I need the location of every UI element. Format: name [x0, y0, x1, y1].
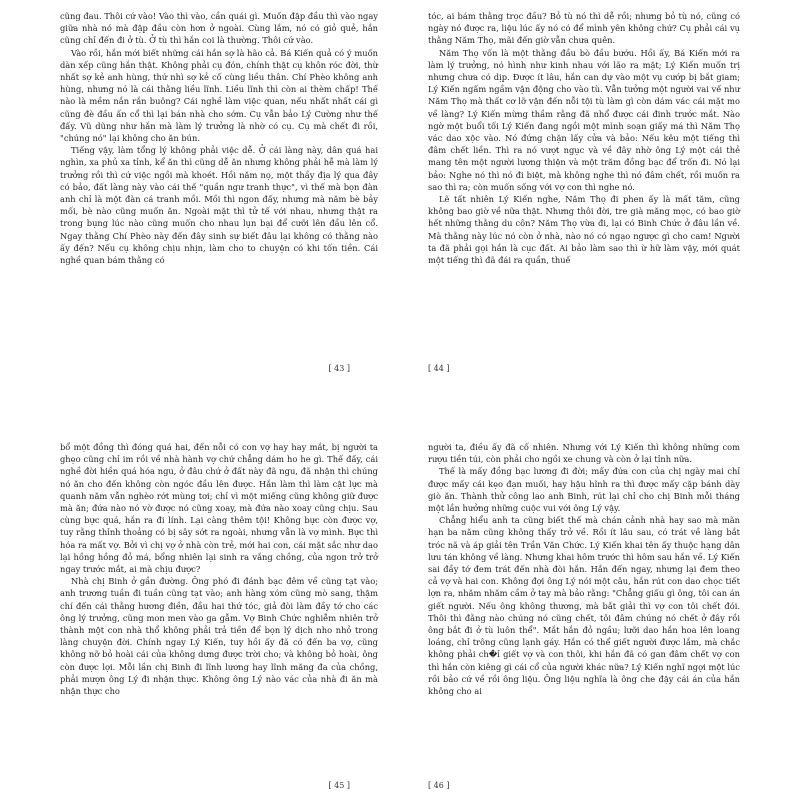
paragraph: Nhà chị Binh ở gần đường. Ông phó đi đánh bạc đêm về cũng tạt vào; anh trương tuần đi tuần cũng tạt vào; anh hàng xóm cũng mò sang, thậm chí đến cái thằng hương điền, đầu hai thứ tóc, giả đòi làm đầy tớ cho các ông lý trưởng, cũng mon men vào ga gẫm. Vợ Binh Chức nghiễm nhiên trở thành một con nhà thổ không phải trả tiền để bọn lý dịch nho nhỏ trong làng chuyện đời. Chính ngay Lý Kiến, tuy hồi ấy đã có đến ba vợ, cũng không nỡ bỏ hoài cái của không dưng được trời cho; và không bỏ hoài, ông còn được lợi. Mỗi lần chị Binh đi lĩnh lương hay lĩnh măng đa của chồng, phải mượn ông Lý đi nhận thực. Không ông Lý nào vác của nhà đi ăn mà nhận thực cho: [60, 576, 378, 697]
paragraph: người ta, điều ấy đã cố nhiên. Nhưng với Lý Kiến thì không những com rượu tiền túi, còn phải cho ngồi xe chung và còn ở lại tỉnh nữa.: [428, 442, 740, 465]
paragraph: tóc, ai bám thằng trọc đầu? Bỏ tù nó thì dễ rồi; nhưng bỏ tù nó, cũng có ngày nó được ra, liệu lúc ấy nó có để mình yên không chứ? Cụ phải cái vụ thằng Năm Thọ, mãi đến giờ vẫn chưa quên.: [428, 11, 740, 46]
page-number: [ 43 ]: [328, 364, 350, 373]
page-46: [400, 415, 790, 800]
page-body: [428, 10, 740, 266]
paragraph: Lẽ tất nhiên Lý Kiến nghe, Năm Thọ đi phen ấy là mất tăm, cũng không bao giờ về nữa thật. Nhưng thôi đời, tre già măng mọc, có bao giờ hết những thằng du côn? Năm Thọ vừa đi, lại có Binh Chức ở đâu lần về. Mà thằng này lúc nó còn ở nhà, nào nó có ngạo ngược gì cho cam! Người ta đã phải gọi hắn là cục đất. Ai bảo làm sao thì ừ hữ làm vậy, mới quát một tiếng thì đã đái ra quần, thuế: [428, 194, 740, 266]
page-43: [0, 0, 390, 385]
paragraph: Chẳng hiểu anh ta cũng biết thế mà chán cảnh nhà hay sao mà mãn hạn ba năm cũng không thấy trở về. Rồi ít lâu sau, có trát về làng bắt tróc nã và áp giải tên Trần Văn Chức. Lý Kiến khai tên ấy thuộc hạng dân lưu tán không về làng. Nhưng khai hôm trước thì hôm sau hắn về. Lý Kiến sai đầy tớ đem trát đến nhà đòi hắn. Hắn đến ngay, nhưng lại đem theo cả vợ và hai con. Không đợi ông Lý nói một câu, hắn rút con dao chọc tiết lợn ra, nhăm nhăm cầm ở tay mà bảo rằng: "Chẳng giấu gì ông, tôi can án giết người. Nếu ông không thương, mà bắt giải thì vợ con tôi chết đói. Thôi thì đằng nào chúng nó cũng chết, tôi đâm chúng nó chết ở đây rồi ông bắt đi ở tù luôn thể". Mắt hắn đỏ ngầu; lưỡi dao hắn hoa lên loang loáng, chỉ trông cũng lạnh gáy. Hắn có thể giết người được lắm, mà chắc không phải ch�ỉ giết vợ và con thôi, khi hắn đã có gan đâm chết vợ con thì hắn còn kiêng gì cái cổ của người khác nữa? Lý Kiến nghĩ ngợi một lúc rồi bảo cứ về rồi ông liệu. Ông liệu nghĩa là ông che đậy cái án của hắn không cho ai: [428, 515, 740, 697]
page-44: [400, 0, 790, 385]
page-body: [428, 441, 740, 697]
paragraph: Năm Thọ vốn là một thằng đầu bò đầu bướu. Hồi ấy, Bá Kiến mới ra làm lý trưởng, nó hình như kinh nhau với lão ra mặt; Lý Kiến muốn trị nhưng chưa có dịp. Được ít lâu, hắn can dự vào một vụ cướp bị bắt giam; Lý Kiến ngấm ngầm vận động cho vào tù. Vẫn tưởng một người vai vế như Năm Thọ mà thất cơ lỡ vận đến nỗi tội tù làm gì còn dám vác cái mặt mo về làng? Lý Kiến mừng thầm rằng đã nhổ được cái đinh trước mắt. Nào ngờ một buổi tối Lý Kiến đang ngồi một mình soạn giấy má thì Năm Thọ vác dao xộc vào. Nó đứng chặn lấy cửa và bảo: Nếu kêu một tiếng thì đâm chết liền. Thì ra nó vượt ngục và về đây nhờ ông Lý một cái thẻ mang tên một người lương thiện và một trăm đồng bạc để trốn đi. Nó lại bảo: Nghe nó thì nó đi biệt, mà không nghe thì nó đâm chết, rồi muốn ra sao thì ra; còn muốn sống với vợ con thì nghe nó.: [428, 47, 740, 192]
page-body: [60, 441, 378, 697]
page-number: [ 44 ]: [428, 364, 450, 373]
page-number: [ 45 ]: [328, 781, 350, 790]
page-45: [0, 415, 390, 800]
paragraph: Tiếng vậy, làm tổng lý không phải việc dễ. Ở cái làng này, dân quá hai nghìn, xa phủ xa tỉnh, kể ăn thì cũng dễ ăn nhưng không phải hễ mà làm lý trưởng rồi thì cứ việc ngồi mà khoét. Hồi năm nọ, một thầy địa lý qua đây có bảo, đất làng này vào cái thế "quần ngư tranh thực", vì thế mà bọn đàn anh chỉ là một đàn cá tranh mồi. Mồi thì ngon đấy, nhưng mà năm bè bảy mối, bè nào cũng muốn ăn. Ngoài mặt thì tử tế với nhau, nhưng thật ra trong bụng lúc nào cũng muốn cho nhau lụn bại để cưỡi lên đầu lên cổ. Ngay thằng Chí Phèo này đến đây sinh sự biết đâu lại không có thằng nào ấy đến? Nếu cụ không chịu nhịn, làm cho to chuyện có khi tốn tiền. Cái nghề quan bám thằng có: [60, 145, 378, 266]
paragraph: Thế là mấy đồng bạc lương đi đời; mấy đứa con của chị ngày mai chỉ được mấy cái kẹo đạn muối, hay hậu hĩnh ra thì được mấy cặp bánh dày giò ăn. Thành thử công lao anh Binh, rút lại chỉ cho chị Binh mỗi tháng một lần hưởng những cuộc vui với ông Lý vậy.: [428, 466, 740, 514]
paragraph: Vào rồi, hắn mới biết những cái hắn sợ là hão cả. Bá Kiến quả có ý muốn dàn xếp cũng hắn thật. Không phải cụ đón, chính thật cụ khôn róc đời, thừ nhất sợ kẻ anh hùng, thứ nhì sợ kẻ cố cùng liều thân. Chí Phèo không anh hùng, nhưng nó là cái thằng liều lĩnh. Liều lĩnh thì còn ai thèm chấp! Thế nào là mềm nắn rắn buông? Cái nghề làm việc quan, nếu nhất nhất cái gì cũng đè đầu ấn cổ thì lại bán nhà cho sớm. Cụ vẫn bảo Lý Cường như thế đấy. Vũ dũng như hắn mà làm lý trưởng là nhờ có cụ. Cụ mà chết đi rồi, "chúng nó" lại không cho ăn bún.: [60, 47, 378, 144]
page-body: [60, 10, 378, 266]
paragraph: cũng đau. Thôi cứ vào! Vào thì vào, cần quái gì. Muốn đập đầu thì vào ngay giữa nhà nó mà đập đầu còn hơn ở ngoài. Cùng lắm, nó có giỏ quẻ, hắn cũng chỉ đến đi ở tù. Ở tù thì hắn coi là thường. Thôi cứ vào.: [60, 11, 378, 46]
page-number: [ 46 ]: [428, 781, 450, 790]
paragraph: bổ một đồng thì đóng quá hai, đến nỗi có con vợ hay hay mắt, bị người ta ghẹo cũng chỉ im rồi về nhà hành vợ chứ chẳng dám ho he gì. Thế đấy, cái nghề đời hiền quá hóa ngu, ở đâu chứ ở đất này đã ngu, đã nhận thì chúng nó ăn cho đến không còn ngóc đầu lên được. Hắn làm thì làm cật lực mà quanh năm vẫn nghèo rớt mùng tơi; chỉ vì một miếng cũng không giữ được mà ăn; đứa nào nó vờ được nó cũng xoay, mà đứa nào xoay cũng chịu. Sau cùng bực quá, hắn ra đi lính. Lại càng thêm tội! Không bực còn được vợ, tuy rằng thỉnh thoảng có bị sây sớt ra ngoài, nhưng vẫn là vợ mình. Bực thì hóa ra mất vợ. Bởi vì chị vợ ở nhà còn trẻ, mới hai con, cái mặt sắc như dao lại hồng hồng đỏ má, bổng nhiên lại sinh ra vắng chồng, của ngon trở trở ngay trước mắt, ai mà chịu được?: [60, 442, 378, 575]
